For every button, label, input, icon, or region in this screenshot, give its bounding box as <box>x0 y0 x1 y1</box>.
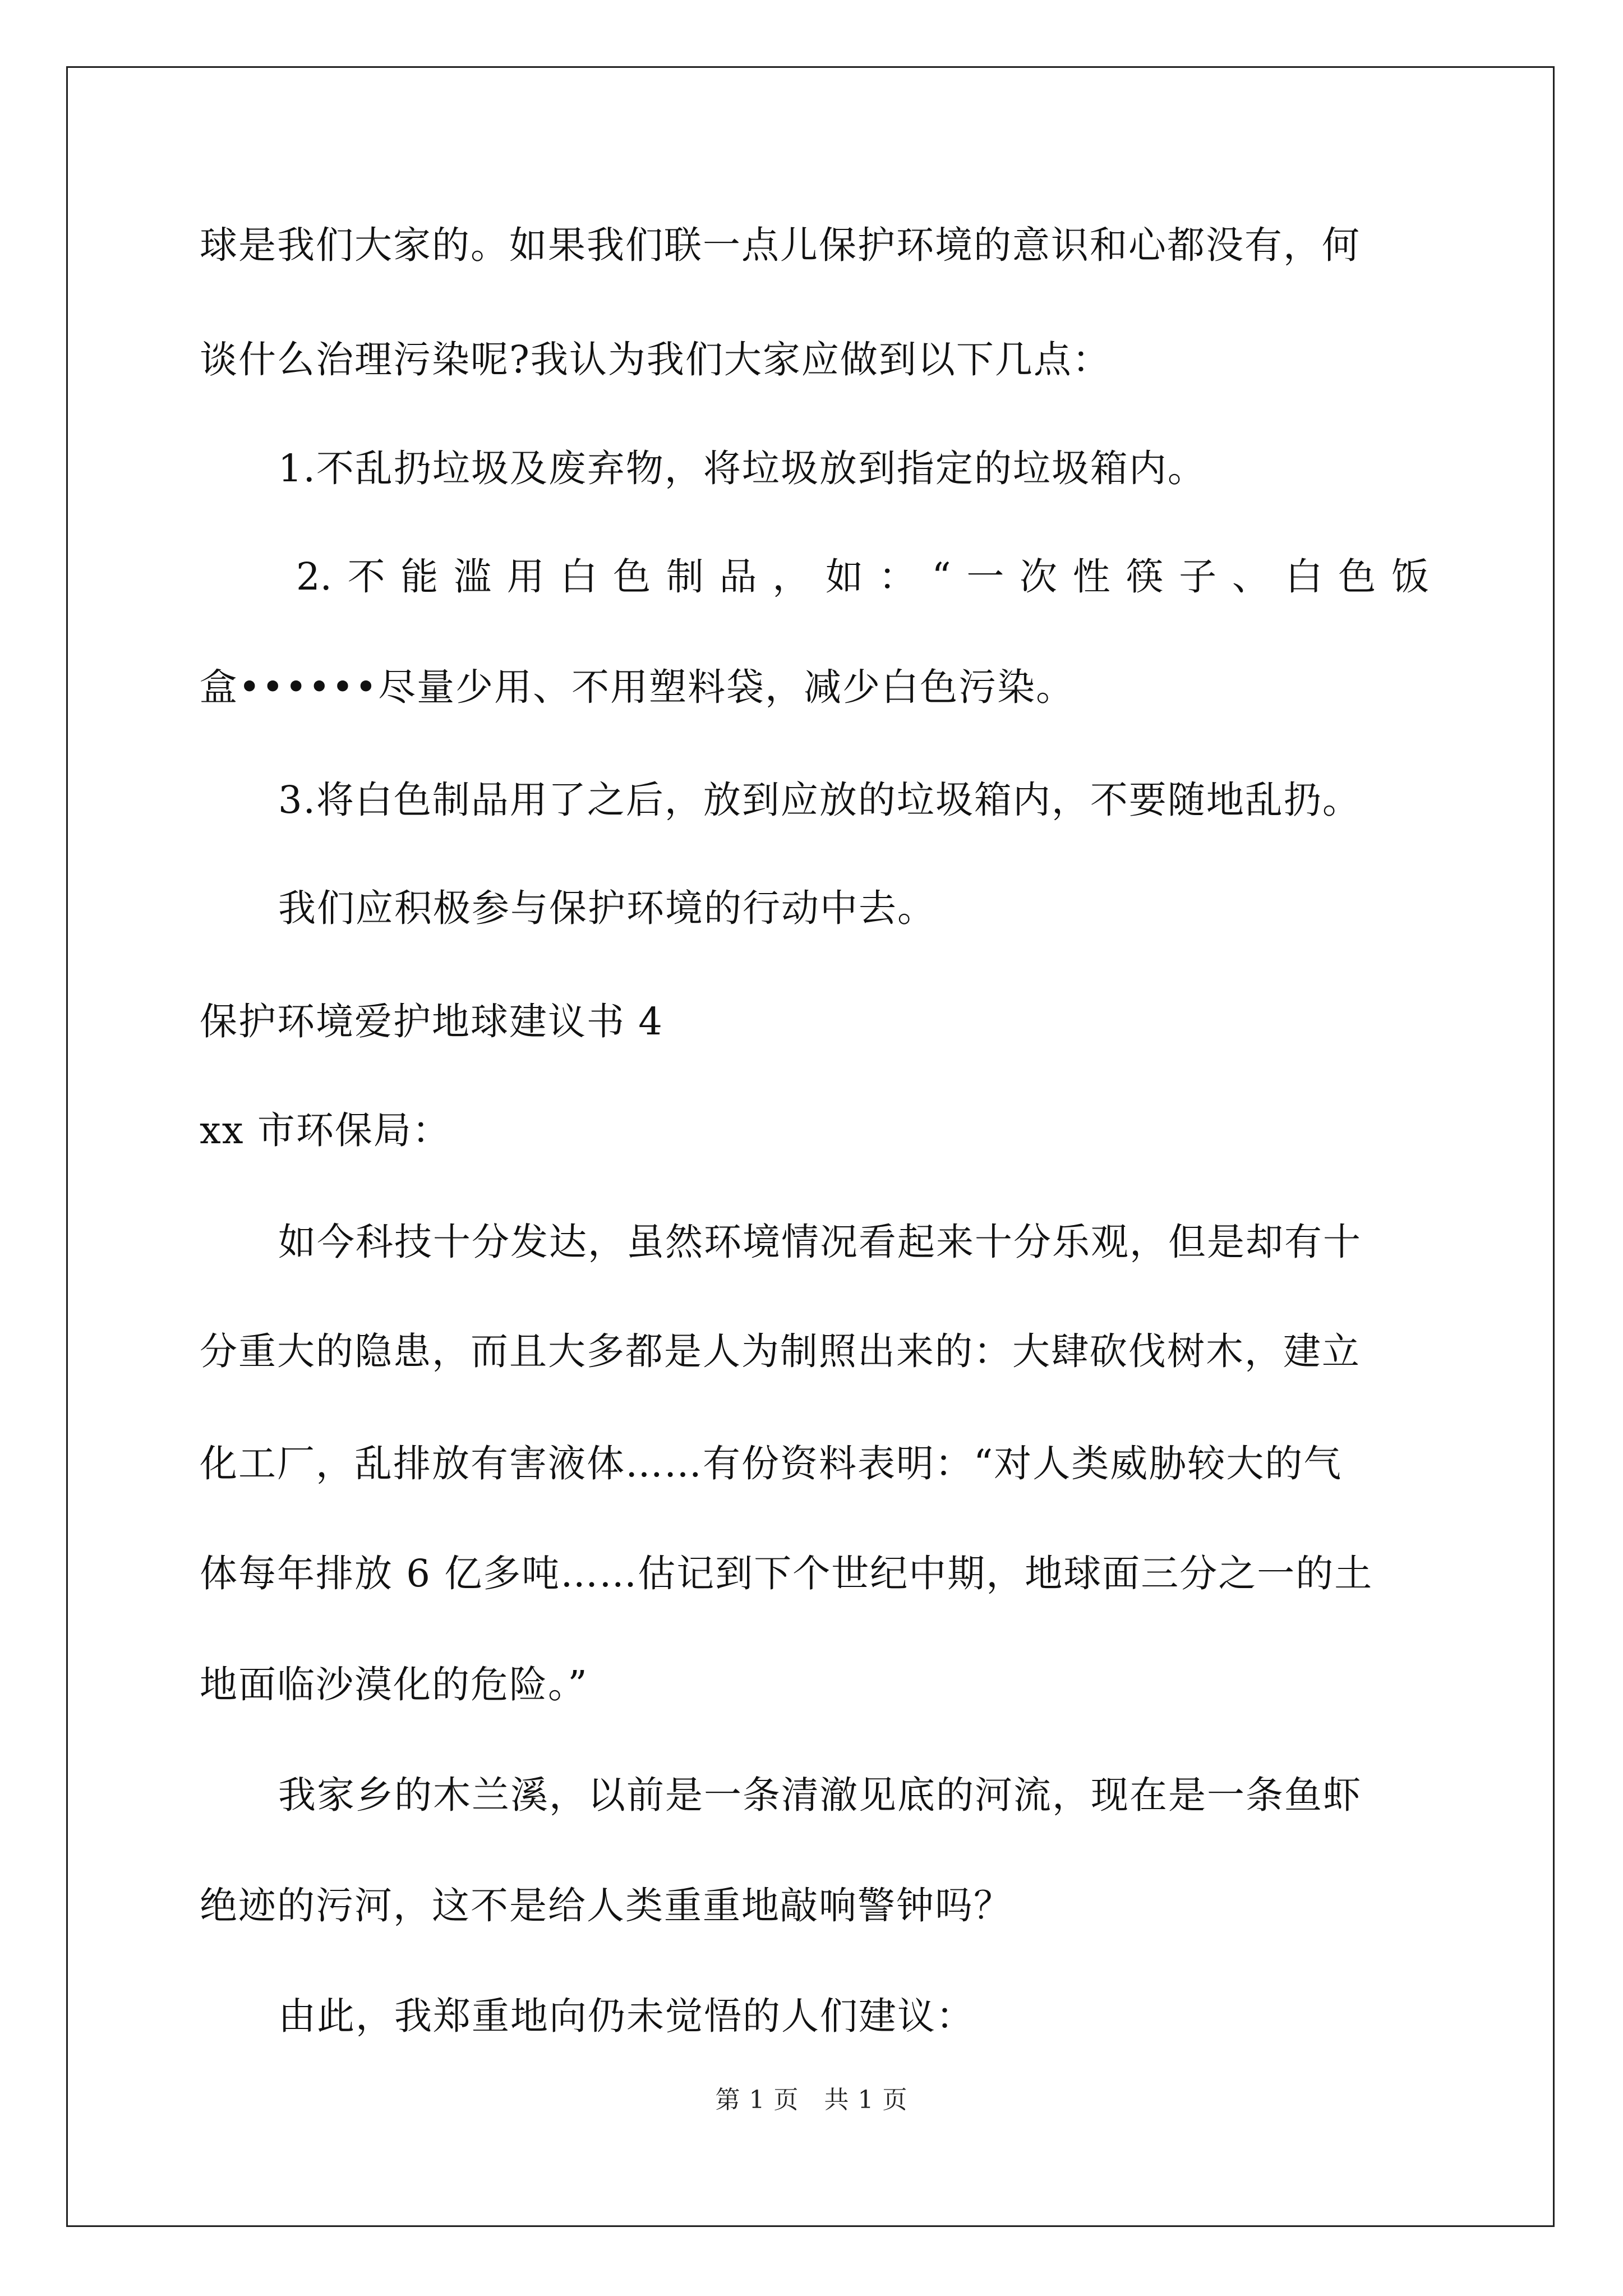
paragraph-line: 盒••••••尽量少用、不用塑料袋，减少白色污染。 <box>200 665 1075 709</box>
justified-char: 品 <box>719 555 757 599</box>
justified-char: 性 <box>1072 555 1110 599</box>
paragraph-line: 由此，我郑重地向仍未觉悟的人们建议： <box>278 1994 975 2038</box>
justified-char: 如 <box>825 555 863 599</box>
list-item-1: 1.不乱扔垃圾及废弃物，将垃圾放到指定的垃圾箱内。 <box>278 447 1206 490</box>
justified-char: 、 <box>1232 555 1270 599</box>
paragraph-line: 地面临沙漠化的危险。” <box>200 1663 588 1706</box>
justified-char: 饭 <box>1391 555 1429 599</box>
paragraph-line: 绝迹的污河，这不是给人类重重地敲响警钟吗？ <box>200 1884 1012 1927</box>
page-footer: 第 1 页 共 1 页 <box>715 2086 908 2114</box>
justified-char: 2. <box>296 555 332 599</box>
justified-char: ， <box>772 555 810 599</box>
justified-char: 筷 <box>1126 555 1164 599</box>
list-item-3: 3.将白色制品用了之后，放到应放的垃圾箱内，不要随地乱扔。 <box>278 778 1361 822</box>
justified-char: 滥 <box>454 555 492 599</box>
justified-char: 子 <box>1179 555 1217 599</box>
paragraph-line: 体每年排放 6 亿多吨……估记到下个世纪中期，地球面三分之一的土 <box>200 1552 1373 1595</box>
justified-char: ： <box>878 555 916 599</box>
justified-char: 不 <box>347 555 385 599</box>
justified-char: 次 <box>1020 555 1058 599</box>
justified-char: 能 <box>400 555 439 599</box>
paragraph-line: 我们应积极参与保护环境的行动中去。 <box>278 886 936 930</box>
justified-char: 白 <box>1285 555 1323 599</box>
section-heading: 保护环境爱护地球建议书 4 <box>200 1000 663 1043</box>
justified-char: 用 <box>506 555 545 599</box>
paragraph-line: 球是我们大家的。如果我们联一点儿保护环境的意识和心都没有，何 <box>200 223 1361 267</box>
justified-char: 色 <box>613 555 651 599</box>
paragraph-line: 化工厂，乱排放有害液体……有份资料表明：“对人类威胁较大的气 <box>200 1442 1343 1485</box>
justified-char: 色 <box>1338 555 1376 599</box>
list-item-2-justified <box>296 555 1429 599</box>
justified-char: 白 <box>560 555 598 599</box>
justified-char: “ <box>932 555 951 599</box>
paragraph-line: 如今科技十分发达，虽然环境情况看起来十分乐观，但是却有十 <box>278 1220 1362 1264</box>
paragraph-line: 谈什么治理污染呢?我认为我们大家应做到以下几点： <box>200 338 1111 381</box>
paragraph-line: 分重大的隐患，而且大多都是人为制照出来的：大肆砍伐树木，建立 <box>200 1329 1361 1373</box>
paragraph-line: 我家乡的木兰溪，以前是一条清澈见底的河流，现在是一条鱼虾 <box>278 1773 1362 1817</box>
justified-char: 制 <box>666 555 704 599</box>
letter-salutation: xx 市环保局： <box>200 1108 451 1152</box>
justified-char: 一 <box>966 555 1004 599</box>
